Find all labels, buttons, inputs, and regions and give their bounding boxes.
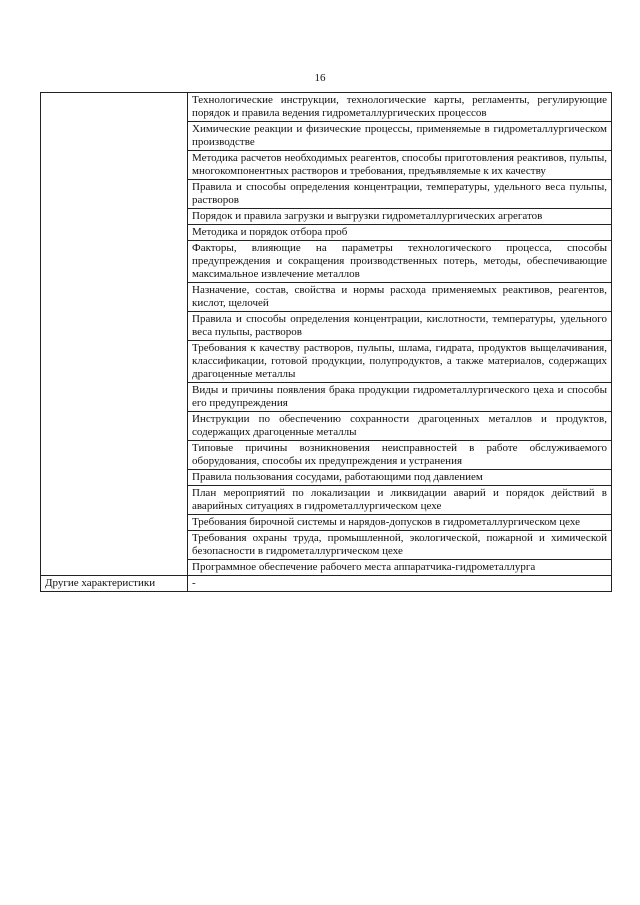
table-cell: Правила и способы определения концентрации, кислотности, температуры, удельного веса пульпы, растворов <box>188 312 612 341</box>
table-cell: Виды и причины появления брака продукции гидрометаллургического цеха и способы его предупреждения <box>188 383 612 412</box>
table-cell: Химические реакции и физические процессы, применяемые в гидрометаллургическом производстве <box>188 122 612 151</box>
table-cell: Правила и способы определения концентрации, температуры, удельного веса пульпы, растворов <box>188 180 612 209</box>
requirements-table <box>40 92 612 592</box>
table-cell: Типовые причины возникновения неисправностей в работе обслуживаемого оборудования, способы их предупреждения и устранения <box>188 441 612 470</box>
table-cell: Инструкции по обеспечению сохранности драгоценных металлов и продуктов, содержащих драгоценные металлы <box>188 412 612 441</box>
table-row <box>41 93 612 122</box>
table-cell: Программное обеспечение рабочего места аппаратчика-гидрометаллурга <box>188 560 612 576</box>
table-cell: Технологические инструкции, технологические карты, регламенты, регулирующие порядок и правила ведения гидрометаллургических процессов <box>188 93 612 122</box>
table-cell: Методика и порядок отбора проб <box>188 225 612 241</box>
table-cell: Требования к качеству растворов, пульпы, шлама, гидрата, продуктов выщелачивания, классификации, готовой продукции, полупродуктов, а также материалов, содержащих драгоценные металлы <box>188 341 612 383</box>
table-cell: Требования охраны труда, промышленной, экологической, пожарной и химической безопасности в гидрометаллургическом цехе <box>188 531 612 560</box>
table-cell: Требования бирочной системы и нарядов-допусков в гидрометаллургическом цехе <box>188 515 612 531</box>
table-cell: Факторы, влияющие на параметры технологического процесса, способы предупреждения и сокращения производственных потерь, методы, обеспечивающие максимальное извлечение металлов <box>188 241 612 283</box>
other-characteristics-value: - <box>188 576 612 592</box>
table-cell: План мероприятий по локализации и ликвидации аварий и порядок действий в аварийных ситуациях в гидрометаллургическом цехе <box>188 486 612 515</box>
table-cell: Порядок и правила загрузки и выгрузки гидрометаллургических агрегатов <box>188 209 612 225</box>
section-label-cell <box>41 93 188 576</box>
table-cell: Методика расчетов необходимых реагентов, способы приготовления реактивов, пульпы, многокомпонентных растворов и требования, предъявляемые к их качеству <box>188 151 612 180</box>
table-cell: Правила пользования сосудами, работающими под давлением <box>188 470 612 486</box>
other-characteristics-row <box>41 576 612 592</box>
table-cell: Назначение, состав, свойства и нормы расхода применяемых реактивов, реагентов, кислот, щелочей <box>188 283 612 312</box>
other-characteristics-label: Другие характеристики <box>41 576 188 592</box>
page-number: 16 <box>314 72 326 84</box>
